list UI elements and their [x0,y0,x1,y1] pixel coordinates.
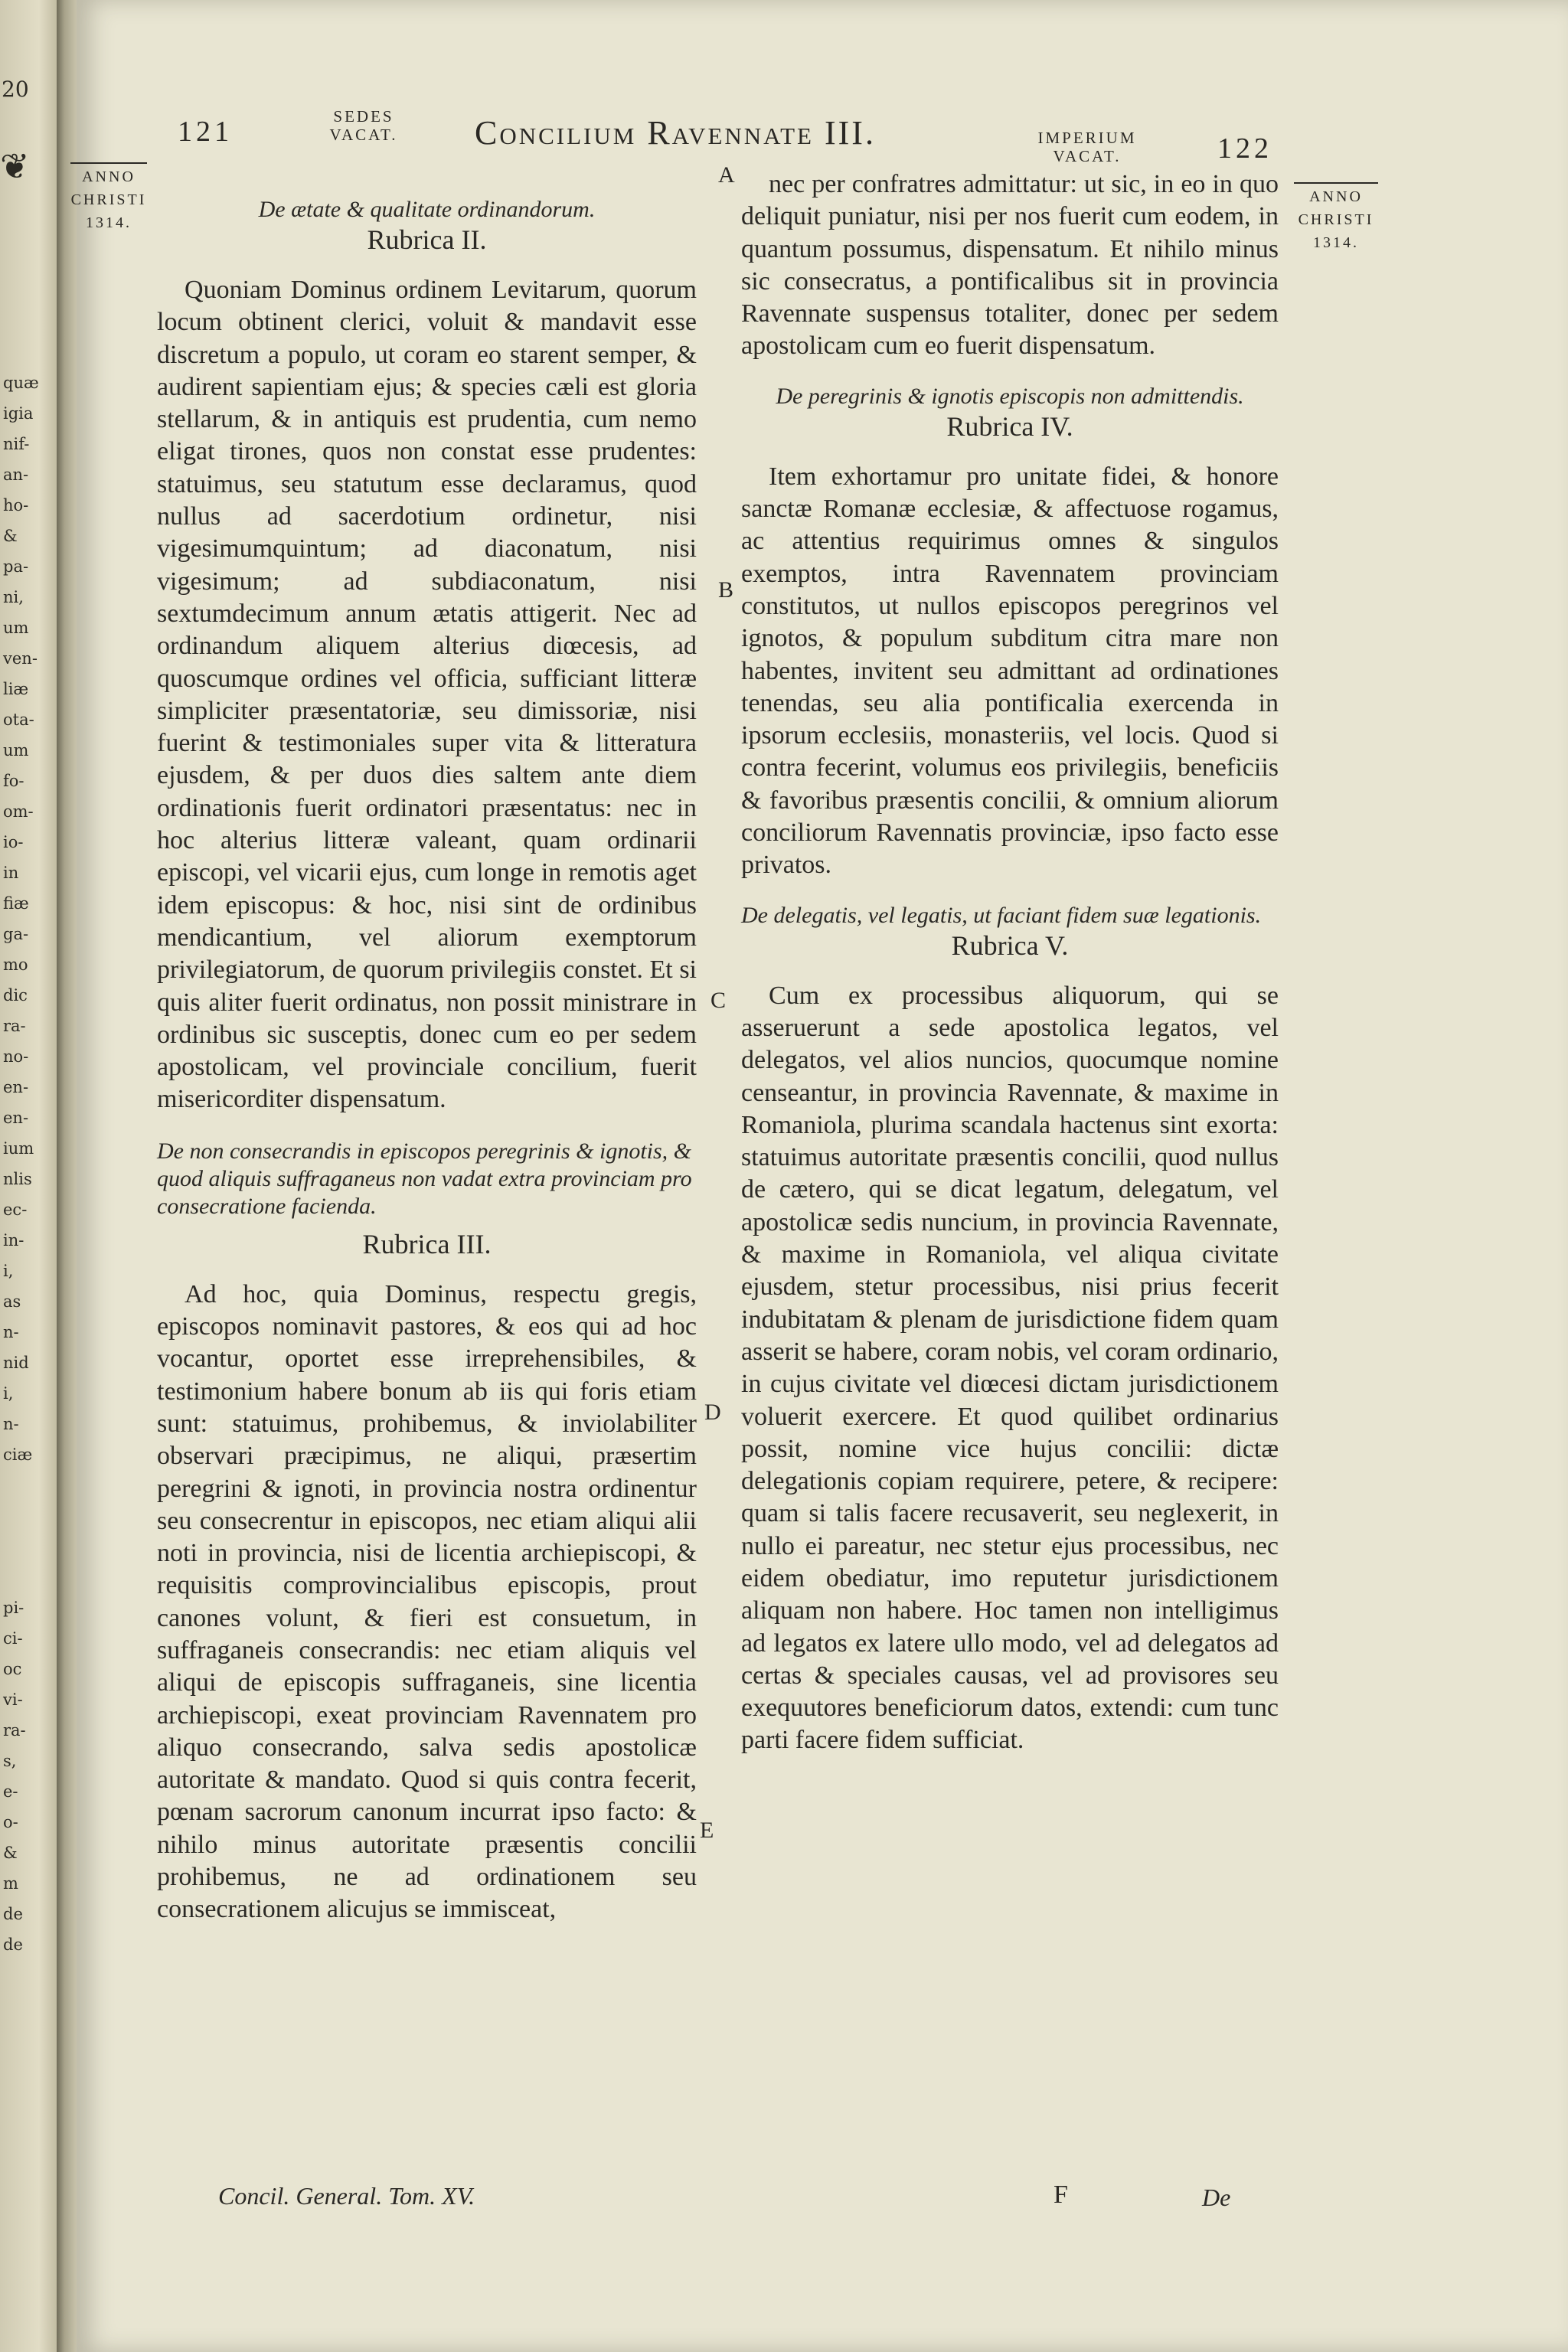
left-fragment-word: dic [3,986,28,1004]
margin-year-right [1294,182,1378,254]
left-fragment-word: & [3,1844,18,1862]
rubrica-5-text: Cum ex processibus aliquorum, qui se asseruerunt a sede apostolica legatos, vel delegatos, vel alios nuncios, quocumque nomine censeantur, in provincia Ravennate, & maxime in Romaniola, plurima scandala hactenus sint exorta: statuimus autoritate præsentis concilii, quod nullus de cætero, qui se dicat legatum, delegatum, vel apostolicæ sedis nuncium, in provincia Ravennate, & maxime in Romaniola, vel aliqua civitate ejusdem, stetur processibus, nisi prius fecerit indubitatam & plenam de jurisdictione fidem quam asserit se habere, coram nobis, vel coram ordinario, in cujus civitate vel diœcesi dictam jurisdictionem voluerit exercere. Et quod quilibet ordinarius possit, nomine vice hujus concilii: dictæ delegationis copiam requirere, petere, & recipere: quam si talis facere recusaverit, seu neglexerit, in nullo ei pareatur, nec stetur ejus processibus, nec eidem obediatur, imo reputetur jurisdictionem aliquam non habere. Hoc tamen non intelligimus ad legatos ex latere ullo modo, vel ad delegatos ad certas & speciales causas, vel ad provisores seu exequutores beneficiorum datos, extendi: cum tunc parti facere fidem sufficiat. [741,981,1279,1755]
section-letter-b: B [718,577,734,603]
left-fragment-word: & [3,527,18,545]
margin-year-left-value: 1314. [86,214,132,231]
rubrica-3-label: Rubrica III. [362,1228,492,1259]
left-fragment-word: en- [3,1078,29,1096]
left-fragment-word: in- [3,1231,24,1250]
left-fragment-word: an- [3,466,29,484]
running-title: Concilium Ravennate III. [475,114,876,152]
left-fragment-word [3,1562,39,1592]
left-fragment-word: in [3,864,19,882]
left-fragment-word: e- [3,1782,18,1801]
rubrica-3-text: Ad hoc, quia Dominus, respectu gregis, episcopos nominavit pastores, & eos qui ad hoc vocantur, oportet esse irreprehensibiles, & testimonium habere bonum ab iis qui foris etiam sunt: statuimus, prohibemus, & inviolabiliter observari præcipimus, ne aliqui, præsertim peregrini & ignoti, in provincia nostra ordinentur seu consecrentur in episcopos, nec etiam aliqui alii noti in provincia, nisi de licentia archiepiscopi, & requisitis comprovincialibus episcopis, prout canones volunt, & fieri est consuetum, in suffraganeis consecrandis: nec etiam aliquis vel aliqui de episcopis suffraganeis, sine licentia archiepiscopi, exeat provinciam Ravennatem pro aliquo consecrando, salva sedis apostolicæ autoritate & mandato. Quod si quis contra fecerit, pœnam sacrorum canonum incurrat ipso facto: & nihilo minus autoritate præsentis concilii prohibemus, ne ad ordinationem seu consecrationem alicujus se immisceat, [157,1279,697,1924]
left-page-number: 121 [178,116,233,148]
left-fragment-word [3,1501,39,1531]
left-fragment-word: liæ [3,680,29,698]
left-fragment-word [3,1470,39,1501]
left-fragment-word: as [3,1292,21,1311]
left-fragment-word: ciæ [3,1446,33,1464]
left-fragment-word: fiæ [3,894,29,913]
section-letter-d: D [704,1400,721,1425]
rubrica-2-title: De ætate & qualitate ordinandorum. [258,197,596,222]
left-column [157,167,697,1946]
left-fragment-margin-text [3,368,39,1960]
left-fragment-word: ium [3,1139,34,1158]
left-fragment-word: igia [3,404,34,423]
left-fragment-word: n- [3,1415,19,1433]
section-letter-c: C [710,988,727,1013]
rubrica-2-label: Rubrica II. [367,224,487,255]
left-fragment-word: o- [3,1813,18,1831]
rubrica-5-title: De delegatis, vel legatis, ut faciant fidem suæ legationis. [741,902,1262,928]
left-fragment-word [3,1531,39,1562]
rubrica-4-title: De peregrinis & ignotis episcopis non admittendis. [776,383,1244,409]
left-fragment-word: en- [3,1109,29,1127]
rubrica-4-text: Item exhortamur pro unitate fidei, & honore sanctæ Romanæ ecclesiæ, & affectuose rogamus, ac attentius requirimus omnes & singulos exemptos, intra Ravennatem provinciam constitutos, ut nullos episcopos peregrinos vel ignotos, & populum subditum citra mare non habentes, invitent seu admittant ad ordinationes tenendas, seu alia pontificalia exercenda in ipsorum ecclesiis, monasteriis, vel locis. Quod si contra fecerint, volumus eos privilegiis, beneficiis & favoribus præsentis concilii, & omnium aliorum conciliorum Ravennatis provinciæ, ipso facto esse privatos. [741,462,1279,880]
signature-mark: F [1054,2180,1068,2209]
left-fragment-word: um [3,741,29,760]
left-fragment-word: i, [3,1384,14,1403]
left-fragment-word: pi- [3,1599,24,1617]
left-fragment-word: de [3,1905,23,1923]
section-letter-e: E [700,1818,714,1843]
left-fragment-word: nif- [3,435,30,453]
left-fragment-word: pa- [3,557,29,576]
right-column [741,167,1279,1777]
left-fragment-word: ci- [3,1629,23,1648]
rubrica-5-label: Rubrica V. [951,929,1069,961]
rubrica-3-continuation: nec per confratres admittatur: ut sic, in eo in quo deliquit puniatur, nisi per nos fuerit cum eodem, in quantum possumus, dispensatum. Et nihilo minus sic consecratus, a pontificalibus sit in provincia Ravennate suspensus totaliter, donec per sedem apostolicam cum eo fuerit dispensatum. [741,170,1279,361]
left-fragment-word: nid [3,1354,29,1372]
left-fragment-word: oc [3,1660,22,1678]
left-fragment-word: i, [3,1262,14,1280]
left-fragment-page-number: 20 [2,77,29,102]
catchword: De [1202,2184,1231,2211]
left-fragment-word: ec- [3,1200,28,1219]
sedes-vacat-caption: SEDES VACAT. [329,107,398,144]
left-fragment-word: ni, [3,588,24,606]
left-fragment-word: om- [3,802,34,821]
left-fragment-word: um [3,619,29,637]
rubrica-4-label: Rubrica IV. [946,410,1073,442]
left-fragment-word: quæ [3,374,39,392]
left-fragment-word: no- [3,1047,29,1066]
left-fragment-word: nlis [3,1170,32,1188]
left-fragment-word: n- [3,1323,19,1341]
left-fragment-word: m [3,1874,18,1893]
margin-year-right-label: ANNO CHRISTI [1298,188,1374,228]
left-fragment-word: s, [3,1752,17,1770]
left-fragment-word: de [3,1936,23,1954]
left-fragment-word: mo [3,956,28,974]
rubrica-3-title: De non consecrandis in episcopos peregrinis & ignotis, & quod aliquis suffraganeus non vadat extra provinciam pro consecratione facienda. [157,1138,692,1219]
left-fragment-word: io- [3,833,24,851]
left-fragment-word: ota- [3,710,34,729]
imperium-vacat-caption: IMPERIUM VACAT. [1037,129,1137,165]
left-fragment-word: ho- [3,496,29,514]
margin-year-right-value: 1314. [1313,234,1359,251]
left-fragment-word: ra- [3,1017,26,1035]
margin-year-left [70,162,147,234]
left-fragment-word: ga- [3,925,29,943]
left-fragment-word: ven- [3,649,38,668]
left-fragment-word: fo- [3,772,24,790]
volume-footer: Concil. General. Tom. XV. [218,2182,475,2210]
margin-year-left-label: ANNO CHRISTI [70,168,147,208]
right-page-number: 122 [1217,132,1272,165]
rubrica-2-text: Quoniam Dominus ordinem Levitarum, quorum locum obtinent clerici, voluit & mandavit esse discretum a populo, ut coram eo starent semper, & audirent sapientiam ejus; & species cæli est gloria stellarum, & in antiquis est prudentia, cum nemo eligat tirones, quos non constat esse prudentes: statuimus, seu statutum esse declaramus, quod nullus ad sacerdotium ordinetur, nisi vigesimumquintum; ad diaconatum, nisi vigesimum; ad subdiaconatum, nisi sextumdecimum annum ætatis attigerit. Nec ad ordinandum aliquem alterius diœcesis, ad quoscumque ordines vel officia, sufficiant litteræ simpliciter præsentatoriæ, seu dimissoriæ, nisi fuerint & testimoniales super vita & litteratura ejusdem, & per duos dies saltem ante diem ordinationis fuerit ordinatori præsentatus: nec in hoc alterius litteræ valeant, quam ordinarii episcopi, vel vicarii ejus, cum longe in remotis aget idem episcopus: & hoc, nisi sint de ordinibus mendicantium, vel aliorum exemptorum privilegiatorum, de quorum privilegiis constet. Et si quis aliter fuerit ordinatus, non possit ministrare in ordinibus sic susceptis, donec cum eo per sedem apostolicam, vel provinciale concilium, fuerit misericorditer dispensatum. [157,276,697,1114]
ornament-icon: ❦ [0,145,30,187]
left-fragment-word: vi- [3,1690,23,1709]
section-letter-a: A [718,162,735,188]
left-fragment-word: ra- [3,1721,26,1740]
